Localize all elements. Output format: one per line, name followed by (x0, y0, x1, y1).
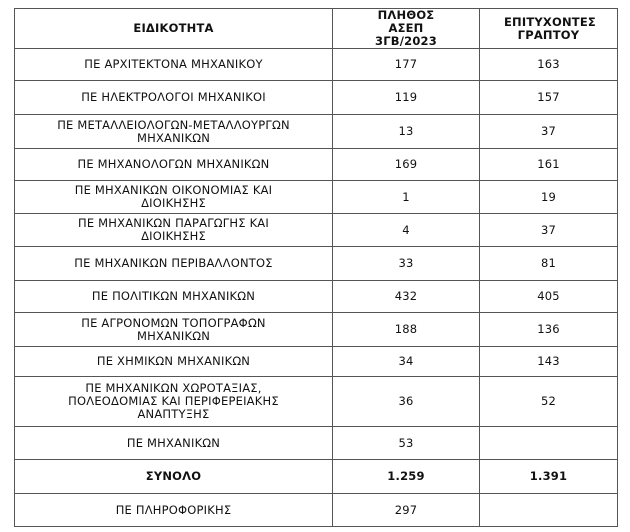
specialty-name: ΠΕ ΧΗΜΙΚΩΝ ΜΗΧΑΝΙΚΩΝ (15, 347, 333, 377)
table-row (15, 149, 618, 181)
passed-count: 19 (480, 181, 618, 214)
table-row (15, 494, 618, 527)
total-label: ΣΥΝΟΛΟ (15, 460, 333, 494)
table-row (15, 81, 618, 115)
specialty-name: ΠΕ ΜΗΧΑΝΙΚΩΝ ΟΙΚΟΝΟΜΙΑΣ ΚΑΙ ΔΙΟΙΚΗΣΗΣ (15, 181, 333, 214)
passed-count: 161 (480, 149, 618, 181)
passed-count (480, 494, 618, 527)
asep-count: 177 (333, 49, 480, 81)
passed-count: 157 (480, 81, 618, 115)
passed-count: 81 (480, 247, 618, 281)
passed-count: 136 (480, 313, 618, 347)
passed-count: 37 (480, 115, 618, 149)
total-asep-count: 1.259 (333, 460, 480, 494)
table-row (15, 427, 618, 460)
table-row (15, 377, 618, 427)
specialty-name: ΠΕ ΜΗΧΑΝΙΚΩΝ (15, 427, 333, 460)
table-row (15, 214, 618, 247)
asep-count: 119 (333, 81, 480, 115)
specialty-name: ΠΕ ΑΡΧΙΤΕΚΤΟΝΑ ΜΗΧΑΝΙΚΟΥ (15, 49, 333, 81)
asep-count: 432 (333, 281, 480, 313)
specialty-name: ΠΕ ΠΛΗΡΟΦΟΡΙΚΗΣ (15, 494, 333, 527)
table-row (15, 49, 618, 81)
asep-count: 1 (333, 181, 480, 214)
asep-count: 34 (333, 347, 480, 377)
asep-count: 188 (333, 313, 480, 347)
passed-count: 52 (480, 377, 618, 427)
passed-count: 37 (480, 214, 618, 247)
header-row (15, 9, 618, 49)
table-row (15, 313, 618, 347)
total-passed-count: 1.391 (480, 460, 618, 494)
specialty-name: ΠΕ ΜΗΧΑΝΙΚΩΝ ΠΑΡΑΓΩΓΗΣ ΚΑΙ ΔΙΟΙΚΗΣΗΣ (15, 214, 333, 247)
specialty-name: ΠΕ ΠΟΛΙΤΙΚΩΝ ΜΗΧΑΝΙΚΩΝ (15, 281, 333, 313)
asep-count: 297 (333, 494, 480, 527)
asep-count: 33 (333, 247, 480, 281)
passed-count: 143 (480, 347, 618, 377)
passed-count: 163 (480, 49, 618, 81)
asep-count: 13 (333, 115, 480, 149)
table-row (15, 347, 618, 377)
passed-count: 405 (480, 281, 618, 313)
header-specialty: ΕΙΔΙΚΟΤΗΤΑ (15, 9, 333, 49)
passed-count (480, 427, 618, 460)
specialty-name: ΠΕ ΜΗΧΑΝΟΛΟΓΩΝ ΜΗΧΑΝΙΚΩΝ (15, 149, 333, 181)
specialty-name: ΠΕ ΗΛΕΚΤΡΟΛΟΓΟΙ ΜΗΧΑΝΙΚΟΙ (15, 81, 333, 115)
table-row (15, 247, 618, 281)
asep-count: 36 (333, 377, 480, 427)
header-passed: ΕΠΙΤΥΧΟΝΤΕΣ ΓΡΑΠΤΟΥ (480, 9, 618, 49)
asep-count: 53 (333, 427, 480, 460)
asep-count: 4 (333, 214, 480, 247)
table-row (15, 115, 618, 149)
specialty-name: ΠΕ ΜΕΤΑΛΛΕΙΟΛΟΓΩΝ-ΜΕΤΑΛΛΟΥΡΓΩΝ ΜΗΧΑΝΙΚΩΝ (15, 115, 333, 149)
table-row (15, 281, 618, 313)
specialty-name: ΠΕ ΑΓΡΟΝΟΜΩΝ ΤΟΠΟΓΡΑΦΩΝ ΜΗΧΑΝΙΚΩΝ (15, 313, 333, 347)
total-row (15, 460, 618, 494)
table-row (15, 181, 618, 214)
asep-count: 169 (333, 149, 480, 181)
header-asep-count: ΠΛΗΘΟΣ ΑΣΕΠ 3ΓΒ/2023 (333, 9, 480, 49)
specialty-name: ΠΕ ΜΗΧΑΝΙΚΩΝ ΧΩΡΟΤΑΞΙΑΣ, ΠΟΛΕΟΔΟΜΙΑΣ ΚΑΙ ΠΕΡΙΦΕΡΕΙΑΚΗΣ ΑΝΑΠΤΥΞΗΣ (15, 377, 333, 427)
specialties-table (14, 8, 618, 527)
specialty-name: ΠΕ ΜΗΧΑΝΙΚΩΝ ΠΕΡΙΒΑΛΛΟΝΤΟΣ (15, 247, 333, 281)
